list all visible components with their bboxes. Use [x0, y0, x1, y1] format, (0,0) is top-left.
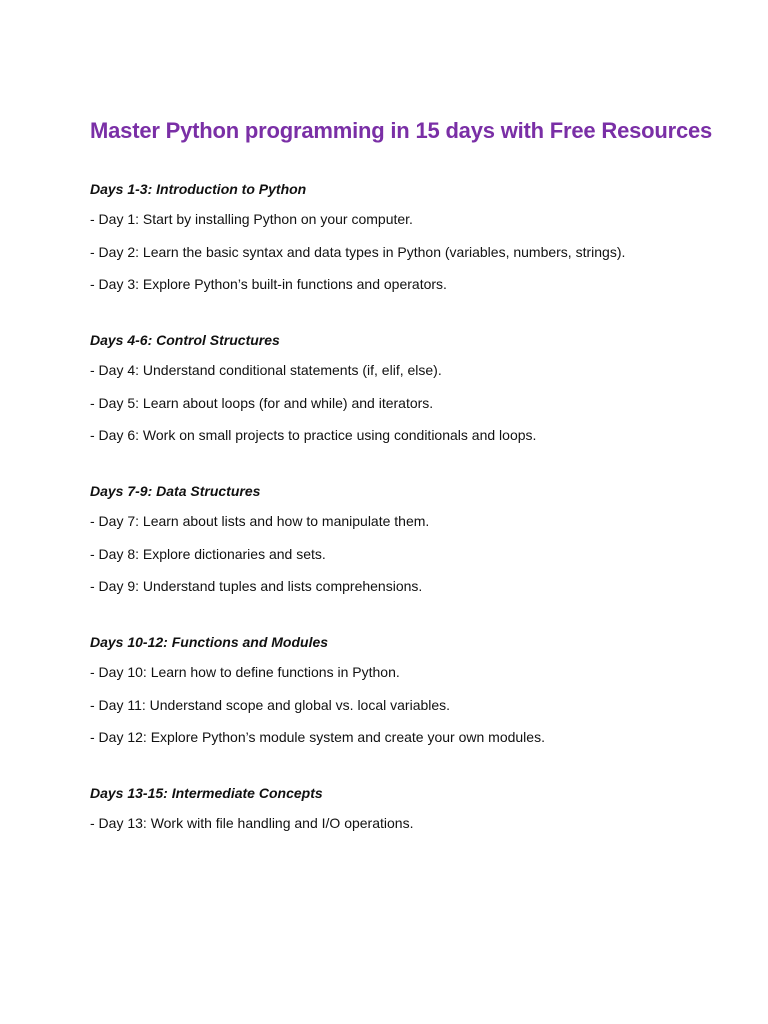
section-items [90, 360, 730, 445]
section-items [90, 209, 730, 294]
list-item: - Day 4: Understand conditional statements (if, elif, else). [90, 362, 442, 378]
list-item: - Day 7: Learn about lists and how to manipulate them. [90, 513, 430, 529]
section-days-13-15 [90, 783, 730, 833]
list-item: - Day 9: Understand tuples and lists comprehensions. [90, 578, 423, 594]
section-days-1-3 [90, 179, 730, 294]
section-heading: Days 13-15: Intermediate Concepts [90, 785, 323, 801]
section-heading: Days 7-9: Data Structures [90, 483, 261, 499]
section-heading: Days 10-12: Functions and Modules [90, 634, 329, 650]
list-item: - Day 3: Explore Python’s built-in functions and operators. [90, 276, 447, 292]
section-days-10-12 [90, 632, 730, 747]
list-item: - Day 5: Learn about loops (for and while) and iterators. [90, 394, 434, 411]
list-item: - Day 10: Learn how to define functions in Python. [90, 664, 400, 680]
section-heading: Days 1-3: Introduction to Python [90, 181, 307, 197]
document-page [90, 112, 730, 846]
section-days-4-6 [90, 330, 730, 445]
list-item: - Day 8: Explore dictionaries and sets. [90, 545, 326, 562]
list-item: - Day 11: Understand scope and global vs. local variables. [90, 696, 451, 713]
list-item: - Day 6: Work on small projects to practice using conditionals and loops. [90, 427, 537, 443]
section-heading: Days 4-6: Control Structures [90, 332, 280, 348]
list-item: - Day 12: Explore Python’s module system and create your own modules. [90, 729, 545, 745]
section-items [90, 813, 730, 833]
list-item: - Day 2: Learn the basic syntax and data types in Python (variables, numbers, strings). [90, 243, 626, 260]
section-items [90, 662, 730, 747]
section-days-7-9 [90, 481, 730, 596]
section-items [90, 511, 730, 596]
document-title: Master Python programming in 15 days with Free Resources [90, 118, 713, 143]
list-item: - Day 13: Work with file handling and I/O operations. [90, 815, 414, 831]
list-item: - Day 1: Start by installing Python on your computer. [90, 211, 413, 227]
